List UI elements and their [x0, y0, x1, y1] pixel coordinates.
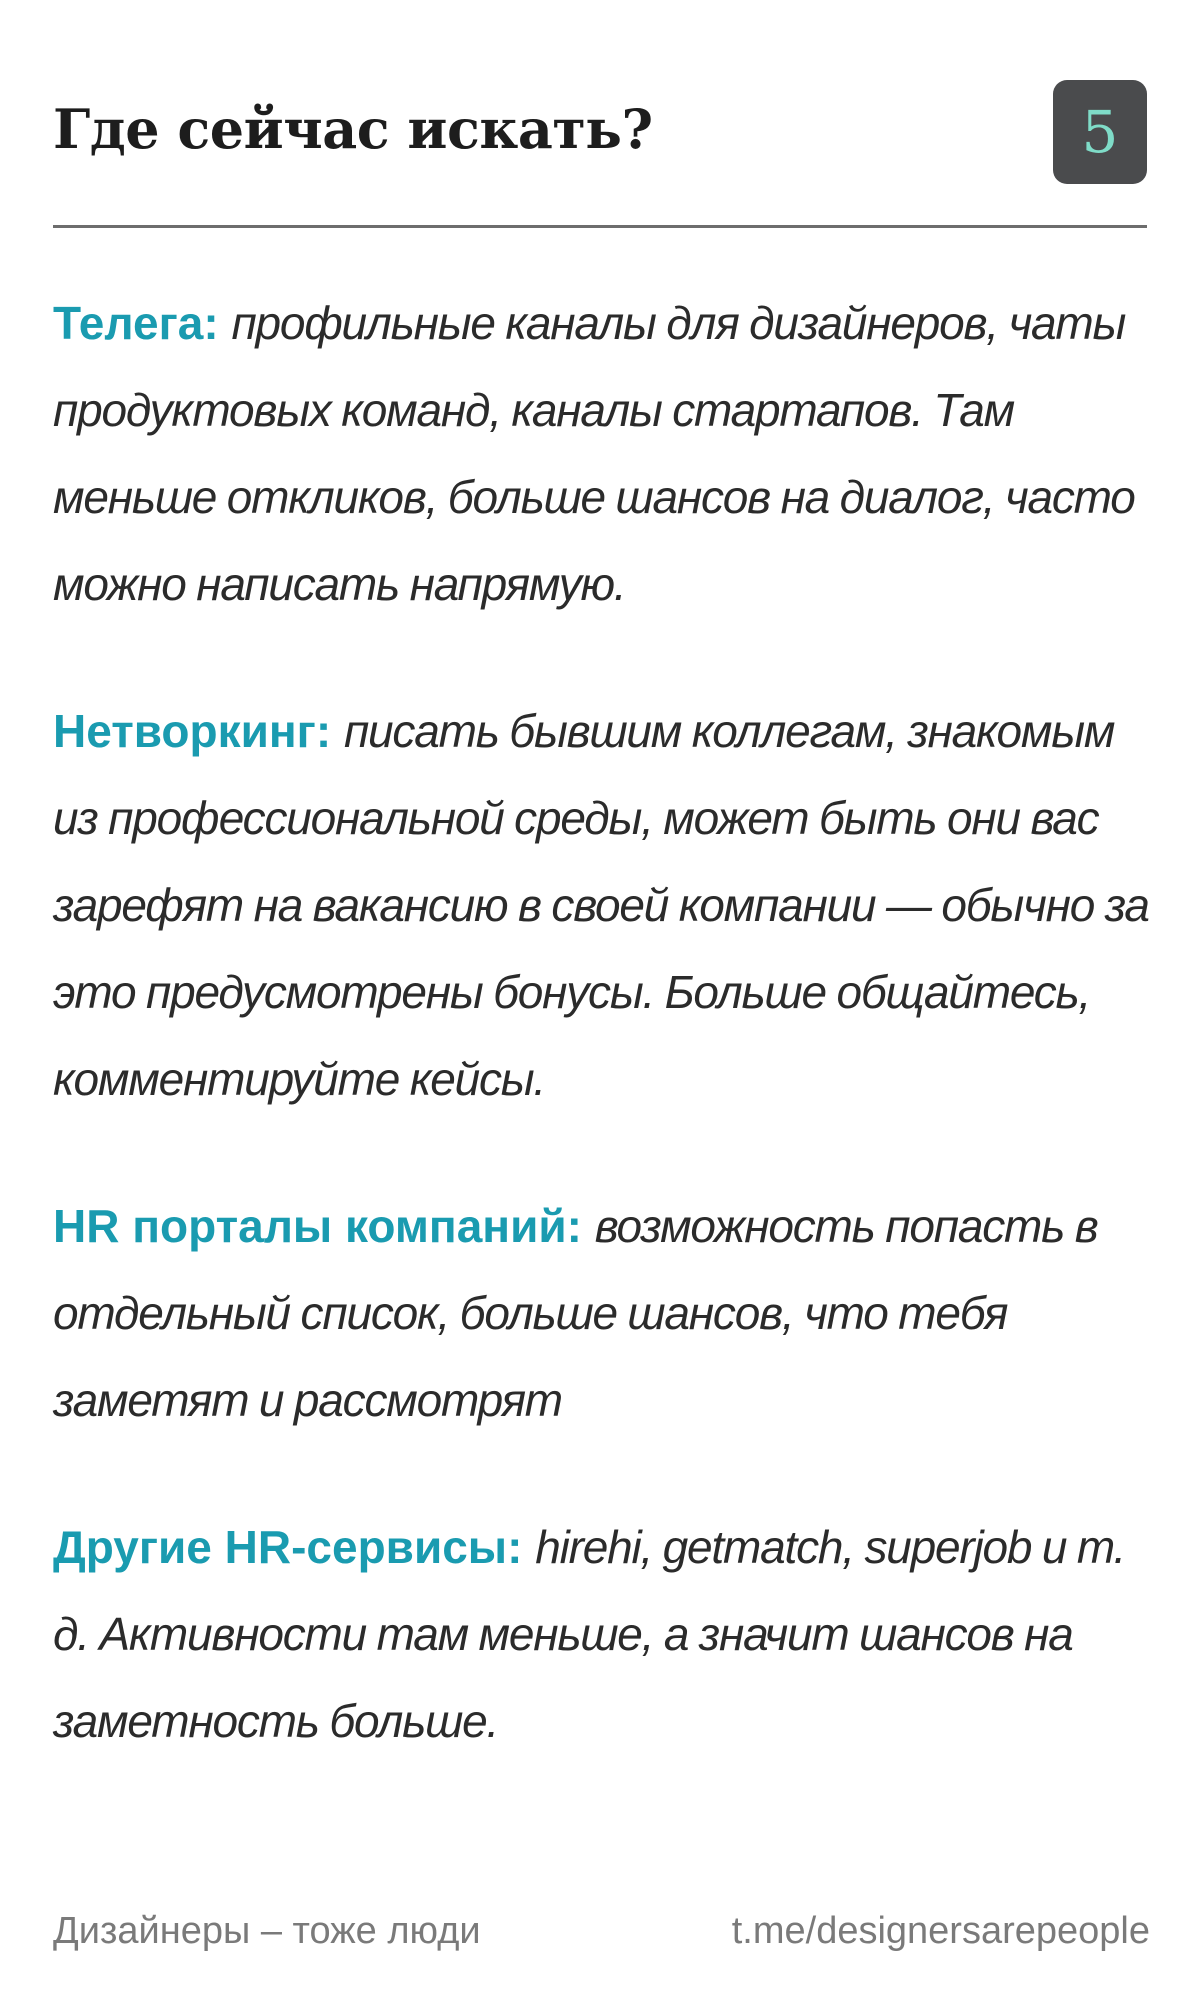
section-body: hirehi, getmatch, superjob и т. д. Активности там меньше, а значит шансов на заметность больше. [53, 1521, 1126, 1747]
header-divider [53, 225, 1147, 228]
section-other-hr-services [53, 1504, 1150, 1765]
section-lead: Другие HR-сервисы: [53, 1521, 523, 1573]
page-number-badge: 5 [1053, 80, 1147, 184]
section-lead: Телега: [53, 297, 219, 349]
slide-footer [53, 1910, 1150, 1953]
footer-channel-link[interactable]: t.me/designersarepeople [731, 1910, 1150, 1952]
section-hr-portals [53, 1183, 1150, 1444]
section-networking [53, 688, 1150, 1123]
slide-header [53, 80, 1147, 190]
content-list [53, 280, 1150, 1825]
section-body: возможность попасть в отдельный список, больше шансов, что тебя заметят и рассмотрят [53, 1200, 1098, 1426]
section-body: писать бывшим коллегам, знакомым из профессиональной среды, может быть они вас зарефят на вакансию в своей компании — обычно за это предусмотрены бонусы. Больше общайтесь, комментируйте кейсы. [53, 705, 1149, 1105]
section-lead: Нетворкинг: [53, 705, 332, 757]
section-lead: HR порталы компаний: [53, 1200, 582, 1252]
section-telegram [53, 280, 1150, 628]
section-body: профильные каналы для дизайнеров, чаты продуктовых команд, каналы стартапов. Там меньше откликов, больше шансов на диалог, часто можно написать напрямую. [53, 297, 1135, 610]
footer-brand: Дизайнеры – тоже люди [53, 1910, 481, 1952]
page-title: Где сейчас искать? [53, 97, 653, 161]
